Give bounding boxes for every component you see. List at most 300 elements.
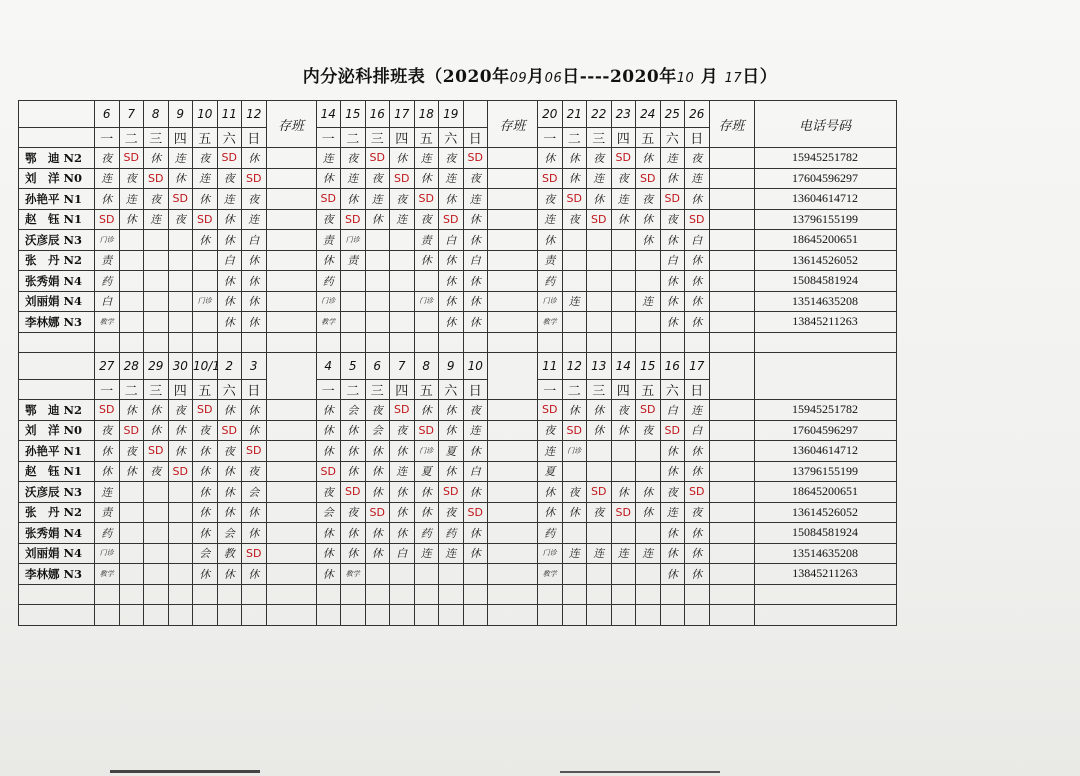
shift-cell: 连 <box>144 209 169 230</box>
shift-cell: 休 <box>242 312 267 333</box>
shift-cell: 连 <box>463 420 488 441</box>
scan-mark <box>560 771 720 773</box>
weekday-cell: 四 <box>168 380 193 400</box>
shift-cell <box>439 564 464 585</box>
blank-cell <box>660 584 685 605</box>
date-number-cell: 8 <box>144 101 169 128</box>
shift-cell: 夜 <box>95 148 120 169</box>
shift-cell: 休 <box>95 461 120 482</box>
shift-cell: 休 <box>390 502 415 523</box>
shift-cell: 连 <box>217 189 242 210</box>
cunban-cell <box>709 353 754 400</box>
shift-cell: 夜 <box>193 420 218 441</box>
scan-mark <box>110 770 260 773</box>
shift-cell: 休 <box>193 482 218 503</box>
shift-cell: 休 <box>316 400 341 421</box>
shift-cell: 休 <box>119 209 144 230</box>
weekday-cell: 五 <box>414 380 439 400</box>
shift-cell: 休 <box>316 168 341 189</box>
shift-cell: 休 <box>390 523 415 544</box>
phone-number: 13796155199 <box>754 209 896 230</box>
cunban-cell <box>488 148 538 169</box>
blank-cell <box>266 584 316 605</box>
shift-cell: 休 <box>341 189 366 210</box>
shift-cell: 连 <box>439 543 464 564</box>
cunban-cell <box>709 250 754 271</box>
blank-cell <box>562 332 587 353</box>
shift-cell <box>562 564 587 585</box>
shift-cell: 休 <box>463 291 488 312</box>
staff-name: 张 丹 N2 <box>19 250 95 271</box>
shift-cell <box>636 461 661 482</box>
shift-cell: SD <box>636 168 661 189</box>
shift-cell: 白 <box>95 291 120 312</box>
title-start-day: 06 <box>544 71 563 86</box>
shift-cell: 休 <box>193 502 218 523</box>
page-title <box>0 62 1080 87</box>
shift-cell: 连 <box>168 148 193 169</box>
shift-cell: 休 <box>685 564 710 585</box>
shift-cell: 夏 <box>439 441 464 462</box>
shift-cell <box>144 230 169 251</box>
staff-name: 张 丹 N2 <box>19 502 95 523</box>
shift-cell: 夜 <box>119 168 144 189</box>
shift-cell: 会 <box>365 420 390 441</box>
shift-cell: 休 <box>144 400 169 421</box>
weekday-cell: 日 <box>463 380 488 400</box>
shift-cell: 休 <box>439 291 464 312</box>
shift-cell: 会 <box>341 400 366 421</box>
blank-cell <box>316 332 341 353</box>
staff-name: 李林娜 N3 <box>19 312 95 333</box>
shift-cell: 休 <box>168 441 193 462</box>
shift-cell <box>119 291 144 312</box>
schedule-table <box>18 100 897 626</box>
cunban-cell <box>266 271 316 292</box>
blank-cell <box>587 605 612 626</box>
shift-cell: 夜 <box>463 400 488 421</box>
shift-cell <box>365 312 390 333</box>
blank-cell <box>636 584 661 605</box>
shift-cell <box>611 441 636 462</box>
shift-cell: 休 <box>390 148 415 169</box>
phone-number: 18645200651 <box>754 230 896 251</box>
weekday-cell: 三 <box>144 380 169 400</box>
shift-cell: 休 <box>685 250 710 271</box>
shift-cell <box>144 482 169 503</box>
shift-cell: 休 <box>217 564 242 585</box>
shift-cell: SD <box>463 148 488 169</box>
date-number-cell: 29 <box>144 353 169 380</box>
shift-cell: 休 <box>562 168 587 189</box>
cunban-cell <box>488 209 538 230</box>
shift-cell: 教学 <box>341 564 366 585</box>
shift-cell: 休 <box>119 461 144 482</box>
cunban-cell <box>488 523 538 544</box>
blank-cell <box>365 605 390 626</box>
shift-cell: 休 <box>660 230 685 251</box>
shift-cell: 休 <box>660 168 685 189</box>
staff-row <box>19 441 897 462</box>
weekday-cell: 日 <box>242 380 267 400</box>
shift-cell <box>168 502 193 523</box>
staff-name: 李林娜 N3 <box>19 564 95 585</box>
shift-cell: 休 <box>341 461 366 482</box>
shift-cell <box>168 543 193 564</box>
shift-cell: 休 <box>538 230 563 251</box>
shift-cell: 休 <box>463 230 488 251</box>
weekday-cell: 一 <box>538 128 563 148</box>
phone-number: 17604596297 <box>754 168 896 189</box>
shift-cell: 连 <box>119 189 144 210</box>
blank-cell <box>341 605 366 626</box>
shift-cell: 连 <box>538 441 563 462</box>
shift-cell: 夜 <box>414 209 439 230</box>
cunban-cell <box>266 441 316 462</box>
cunban-cell <box>266 564 316 585</box>
shift-cell <box>611 230 636 251</box>
shift-cell: 休 <box>660 543 685 564</box>
corner-cell <box>19 128 95 148</box>
shift-cell: 休 <box>685 271 710 292</box>
shift-cell: 责 <box>341 250 366 271</box>
shift-cell: 连 <box>587 168 612 189</box>
blank-cell <box>685 584 710 605</box>
shift-cell: 休 <box>193 564 218 585</box>
shift-cell: 休 <box>242 291 267 312</box>
shift-cell: 门诊 <box>95 543 120 564</box>
shift-cell: 休 <box>365 441 390 462</box>
shift-cell: 休 <box>538 502 563 523</box>
cunban-cell <box>266 353 316 400</box>
cunban-cell <box>266 543 316 564</box>
weekday-cell: 六 <box>660 128 685 148</box>
shift-cell <box>168 564 193 585</box>
date-number-row <box>19 101 897 128</box>
shift-cell: 门诊 <box>538 291 563 312</box>
shift-cell <box>636 523 661 544</box>
shift-cell: 教学 <box>538 564 563 585</box>
phone-header-cell <box>754 353 896 400</box>
blank-cell <box>144 605 169 626</box>
weekday-cell: 六 <box>439 128 464 148</box>
shift-cell <box>587 230 612 251</box>
shift-cell: 休 <box>685 189 710 210</box>
shift-cell <box>119 564 144 585</box>
shift-cell: 休 <box>168 420 193 441</box>
shift-cell: SD <box>611 502 636 523</box>
shift-cell: SD <box>95 209 120 230</box>
shift-cell: 会 <box>193 543 218 564</box>
title-start-month: 09 <box>509 71 528 86</box>
shift-cell <box>144 564 169 585</box>
shift-cell: 药 <box>414 523 439 544</box>
shift-cell: SD <box>587 209 612 230</box>
shift-cell: SD <box>365 502 390 523</box>
shift-cell: 休 <box>660 441 685 462</box>
weekday-cell: 日 <box>685 128 710 148</box>
shift-cell <box>463 564 488 585</box>
phone-number: 13796155199 <box>754 461 896 482</box>
shift-cell: SD <box>242 543 267 564</box>
date-number-cell: 9 <box>439 353 464 380</box>
shift-cell: 门诊 <box>316 291 341 312</box>
shift-cell: 夜 <box>562 482 587 503</box>
date-number-cell <box>463 101 488 128</box>
date-number-cell: 26 <box>685 101 710 128</box>
shift-cell <box>168 250 193 271</box>
shift-cell: 夜 <box>341 502 366 523</box>
corner-cell <box>19 101 95 128</box>
shift-cell: 夜 <box>685 148 710 169</box>
shift-cell <box>390 312 415 333</box>
weekday-cell: 日 <box>242 128 267 148</box>
cunban-cell <box>488 168 538 189</box>
shift-cell: 休 <box>439 250 464 271</box>
shift-cell <box>341 312 366 333</box>
shift-cell: 教 <box>217 543 242 564</box>
cunban-cell <box>709 230 754 251</box>
shift-cell: SD <box>538 400 563 421</box>
date-number-row <box>19 353 897 380</box>
date-number-cell: 4 <box>316 353 341 380</box>
shift-cell: 白 <box>390 543 415 564</box>
shift-cell <box>562 271 587 292</box>
shift-cell <box>365 271 390 292</box>
shift-cell: 夜 <box>538 189 563 210</box>
shift-cell: 责 <box>414 230 439 251</box>
staff-name: 张秀娟 N4 <box>19 271 95 292</box>
shift-cell: 夜 <box>587 148 612 169</box>
shift-cell <box>365 564 390 585</box>
shift-cell: 休 <box>538 148 563 169</box>
shift-cell: 休 <box>242 271 267 292</box>
blank-cell <box>217 332 242 353</box>
date-number-cell: 17 <box>390 101 415 128</box>
cunban-cell <box>488 482 538 503</box>
phone-number: 15084581924 <box>754 523 896 544</box>
shift-cell: 白 <box>685 420 710 441</box>
shift-cell: 休 <box>316 250 341 271</box>
shift-cell: 休 <box>414 400 439 421</box>
blank-cell <box>414 605 439 626</box>
date-number-cell: 3 <box>242 353 267 380</box>
shift-cell <box>587 250 612 271</box>
shift-cell: 休 <box>217 209 242 230</box>
title-suffix: 日） <box>742 67 778 87</box>
phone-number: 13514635208 <box>754 291 896 312</box>
shift-cell: 白 <box>439 230 464 251</box>
shift-cell: 门诊 <box>95 230 120 251</box>
shift-cell: 休 <box>390 441 415 462</box>
blank-cell <box>439 332 464 353</box>
cunban-cell <box>709 482 754 503</box>
shift-cell: 夜 <box>463 168 488 189</box>
shift-cell: 休 <box>242 400 267 421</box>
shift-cell <box>587 312 612 333</box>
shift-cell: 休 <box>242 564 267 585</box>
blank-cell <box>562 584 587 605</box>
weekday-cell: 一 <box>95 380 120 400</box>
shift-cell: 休 <box>660 271 685 292</box>
shift-cell <box>168 230 193 251</box>
shift-cell: 责 <box>95 502 120 523</box>
shift-cell: 会 <box>242 482 267 503</box>
weekday-cell: 二 <box>562 380 587 400</box>
shift-cell: 休 <box>217 482 242 503</box>
shift-cell: 夜 <box>685 502 710 523</box>
shift-cell <box>144 543 169 564</box>
shift-cell: 休 <box>242 523 267 544</box>
shift-cell: 休 <box>95 441 120 462</box>
shift-cell: 连 <box>562 291 587 312</box>
shift-cell: SD <box>365 148 390 169</box>
shift-cell: 休 <box>562 502 587 523</box>
shift-cell: 休 <box>636 482 661 503</box>
phone-number: 13514635208 <box>754 543 896 564</box>
shift-cell: 夏 <box>538 461 563 482</box>
shift-cell: 休 <box>439 400 464 421</box>
shift-cell: 休 <box>414 168 439 189</box>
weekday-cell: 二 <box>119 128 144 148</box>
shift-cell: 休 <box>217 400 242 421</box>
shift-cell <box>587 523 612 544</box>
phone-number: 15084581924 <box>754 271 896 292</box>
shift-cell: 夜 <box>611 168 636 189</box>
blank-cell <box>95 584 120 605</box>
shift-cell: 白 <box>463 461 488 482</box>
shift-cell: SD <box>341 209 366 230</box>
blank-cell <box>365 584 390 605</box>
shift-cell <box>144 271 169 292</box>
shift-cell: 休 <box>611 482 636 503</box>
cunban-cell <box>709 523 754 544</box>
staff-row <box>19 564 897 585</box>
blank-cell <box>414 584 439 605</box>
blank-cell <box>463 584 488 605</box>
blank-cell <box>611 332 636 353</box>
staff-name: 刘 洋 N0 <box>19 420 95 441</box>
shift-cell: 休 <box>316 543 341 564</box>
staff-name: 孙艳平 N1 <box>19 189 95 210</box>
shift-cell <box>390 230 415 251</box>
staff-row <box>19 312 897 333</box>
blank-cell <box>242 332 267 353</box>
cunban-cell <box>266 148 316 169</box>
shift-cell: 休 <box>414 502 439 523</box>
shift-cell: 休 <box>242 502 267 523</box>
shift-cell <box>414 564 439 585</box>
date-number-cell: 11 <box>538 353 563 380</box>
shift-cell <box>587 461 612 482</box>
shift-cell: SD <box>316 189 341 210</box>
shift-cell: SD <box>587 482 612 503</box>
shift-cell: 休 <box>341 420 366 441</box>
shift-cell: 休 <box>95 189 120 210</box>
shift-cell: 休 <box>217 271 242 292</box>
shift-cell: SD <box>95 400 120 421</box>
shift-cell: 夜 <box>611 400 636 421</box>
blank-cell <box>636 605 661 626</box>
shift-cell: SD <box>168 189 193 210</box>
blank-cell <box>685 332 710 353</box>
shift-cell: 休 <box>660 461 685 482</box>
shift-cell: 连 <box>660 502 685 523</box>
shift-cell: 休 <box>587 189 612 210</box>
staff-name: 沃彦辰 N3 <box>19 482 95 503</box>
shift-cell: SD <box>119 148 144 169</box>
shift-cell: 白 <box>463 250 488 271</box>
blank-cell <box>562 605 587 626</box>
shift-cell: 休 <box>193 461 218 482</box>
blank-cell <box>538 332 563 353</box>
shift-cell: 夜 <box>316 482 341 503</box>
shift-cell: 连 <box>193 168 218 189</box>
cunban-cell <box>266 420 316 441</box>
shift-cell <box>144 291 169 312</box>
shift-cell: 夜 <box>168 209 193 230</box>
shift-cell: 休 <box>341 523 366 544</box>
blank-cell <box>144 584 169 605</box>
shift-cell <box>636 312 661 333</box>
shift-cell: 夜 <box>439 502 464 523</box>
cunban-cell <box>488 420 538 441</box>
shift-cell: 休 <box>636 209 661 230</box>
date-number-cell: 20 <box>538 101 563 128</box>
shift-cell <box>562 523 587 544</box>
shift-cell: 休 <box>439 271 464 292</box>
shift-cell: 休 <box>685 523 710 544</box>
shift-cell <box>168 312 193 333</box>
date-number-cell: 9 <box>168 101 193 128</box>
date-number-cell: 15 <box>636 353 661 380</box>
shift-cell: SD <box>414 420 439 441</box>
shift-cell: 休 <box>636 502 661 523</box>
date-number-cell: 23 <box>611 101 636 128</box>
weekday-cell: 三 <box>587 128 612 148</box>
blank-cell <box>390 605 415 626</box>
date-number-cell: 14 <box>611 353 636 380</box>
shift-cell <box>562 250 587 271</box>
cunban-cell <box>488 400 538 421</box>
weekday-cell: 二 <box>119 380 144 400</box>
staff-name: 沃彦辰 N3 <box>19 230 95 251</box>
cunban-header: 存班 <box>488 101 538 148</box>
staff-row <box>19 168 897 189</box>
shift-cell: 休 <box>341 543 366 564</box>
shift-cell: SD <box>144 441 169 462</box>
shift-cell: 休 <box>316 441 341 462</box>
shift-cell: 休 <box>414 482 439 503</box>
cunban-cell <box>266 189 316 210</box>
date-number-cell: 28 <box>119 353 144 380</box>
date-number-cell: 7 <box>119 101 144 128</box>
shift-cell: 会 <box>316 502 341 523</box>
date-number-cell: 12 <box>242 101 267 128</box>
blank-cell <box>754 332 896 353</box>
date-number-cell: 8 <box>414 353 439 380</box>
shift-cell: 休 <box>144 420 169 441</box>
blank-cell <box>217 584 242 605</box>
cunban-cell <box>709 420 754 441</box>
blank-cell <box>316 605 341 626</box>
shift-cell: 休 <box>365 543 390 564</box>
shift-cell: 药 <box>439 523 464 544</box>
shift-cell <box>611 291 636 312</box>
shift-cell: 休 <box>390 482 415 503</box>
shift-cell: 休 <box>193 523 218 544</box>
cunban-cell <box>709 564 754 585</box>
